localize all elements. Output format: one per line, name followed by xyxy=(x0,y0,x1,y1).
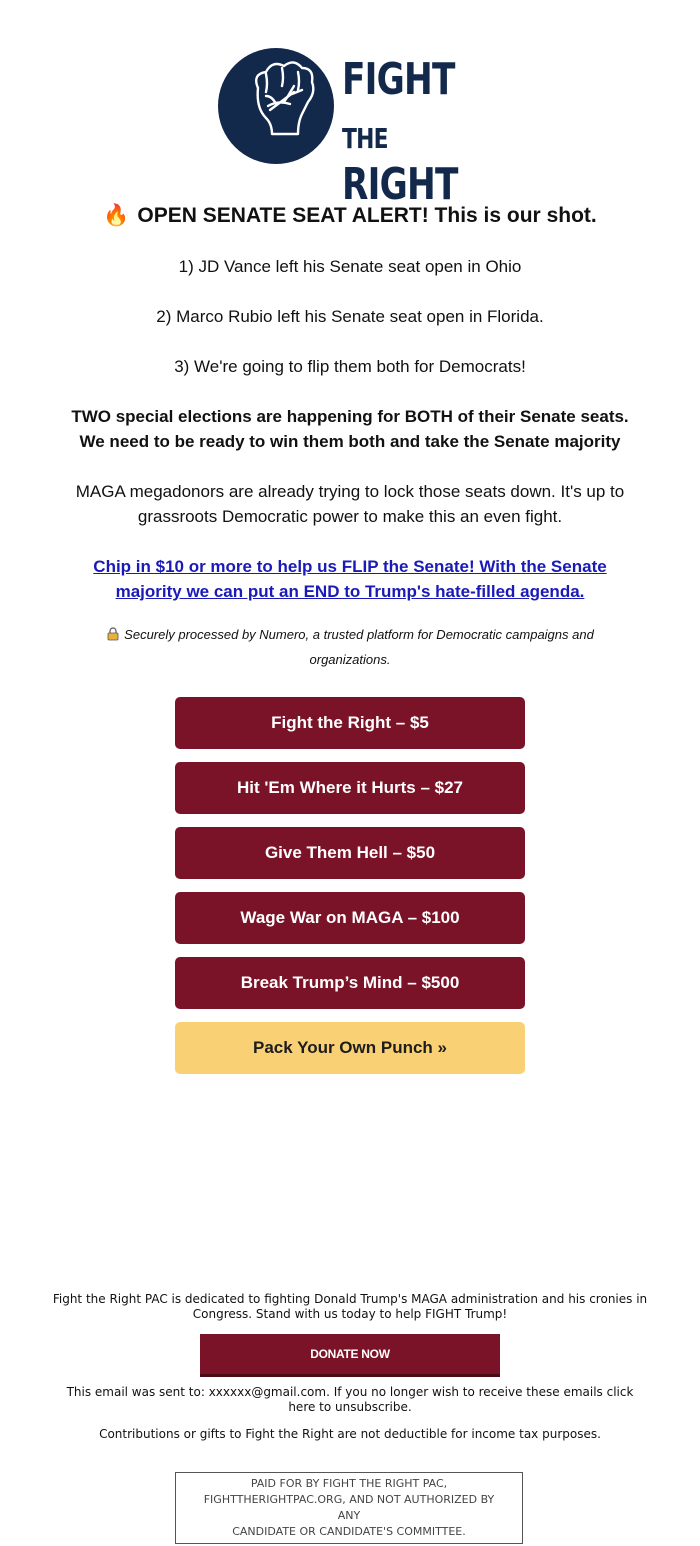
headline-text: OPEN SENATE SEAT ALERT! This is our shot. xyxy=(137,204,597,227)
special-elections-line: TWO special elections are happening for BOTH of their Senate seats. xyxy=(71,407,629,426)
chip-in-link-line[interactable]: majority we can put an END to Trump's hate-filled agenda. xyxy=(115,582,585,601)
paid-for-disclaimer xyxy=(175,1472,523,1544)
chip-in-link[interactable] xyxy=(0,554,700,604)
donate-27-button[interactable]: Hit 'Em Where it Hurts – $27 xyxy=(175,762,525,814)
mission-line: Congress. Stand with us today to help FIGHT Trump! xyxy=(192,1307,508,1321)
paid-line: CANDIDATE OR CANDIDATE'S COMMITTEE. xyxy=(232,1525,466,1538)
chip-in-link-line[interactable]: Chip in $10 or more to help us FLIP the Senate! With the Senate xyxy=(93,557,607,576)
lock-icon xyxy=(106,622,120,647)
unsubscribe-link[interactable]: here to unsubscribe. xyxy=(288,1400,412,1414)
contributions-notice: Contributions or gifts to Fight the Right are not deductible for income tax purposes. xyxy=(99,1427,601,1441)
donate-now-button[interactable]: DONATE NOW xyxy=(200,1334,500,1374)
logo-text-right: RIGHT xyxy=(342,159,458,210)
fist-icon xyxy=(218,48,334,164)
mission-line: Fight the Right PAC is dedicated to fighting Donald Trump's MAGA administration and his cronies in xyxy=(52,1292,648,1306)
paid-line: PAID FOR BY FIGHT THE RIGHT PAC, xyxy=(250,1477,448,1490)
list-item: 1) JD Vance left his Senate seat open in Ohio xyxy=(178,257,522,276)
donate-500-button[interactable]: Break Trump’s Mind – $500 xyxy=(175,957,525,1009)
secure-processing-note xyxy=(0,622,700,672)
logo-text-fight: FIGHT xyxy=(342,54,455,105)
paragraph-line: MAGA megadonors are already trying to lock those seats down. It's up to xyxy=(75,482,625,501)
donate-5-button[interactable]: Fight the Right – $5 xyxy=(175,697,525,749)
logo-text-the-right xyxy=(342,108,458,210)
list-item: 3) We're going to flip them both for Democrats! xyxy=(174,357,526,376)
logo-text-the: THE xyxy=(342,122,388,155)
donate-50-button[interactable]: Give Them Hell – $50 xyxy=(175,827,525,879)
special-elections-line: We need to be ready to win them both and take the Senate majority xyxy=(79,432,621,451)
secure-line: organizations. xyxy=(309,652,391,667)
secure-line: Securely processed by Numero, a trusted platform for Democratic campaigns and xyxy=(124,627,594,642)
paid-line: FIGHTTHERIGHTPAC.ORG, AND NOT AUTHORIZED BY ANY xyxy=(203,1493,495,1522)
fight-the-right-logo xyxy=(218,48,488,210)
donate-100-button[interactable]: Wage War on MAGA – $100 xyxy=(175,892,525,944)
sent-line: This email was sent to: xxxxxx@gmail.com. If you no longer wish to receive these emails click xyxy=(66,1385,634,1399)
special-elections-text xyxy=(0,404,700,454)
paragraph-line: grassroots Democratic power to make this an even fight. xyxy=(137,507,563,526)
megadonors-paragraph xyxy=(0,479,700,529)
headline xyxy=(0,204,700,228)
list-item: 2) Marco Rubio left his Senate seat open in Florida. xyxy=(156,307,544,326)
fire-icon: 🔥 xyxy=(103,204,130,227)
sent-to-notice xyxy=(40,1385,660,1415)
custom-amount-button[interactable]: Pack Your Own Punch » xyxy=(175,1022,525,1074)
mission-statement xyxy=(40,1292,660,1322)
